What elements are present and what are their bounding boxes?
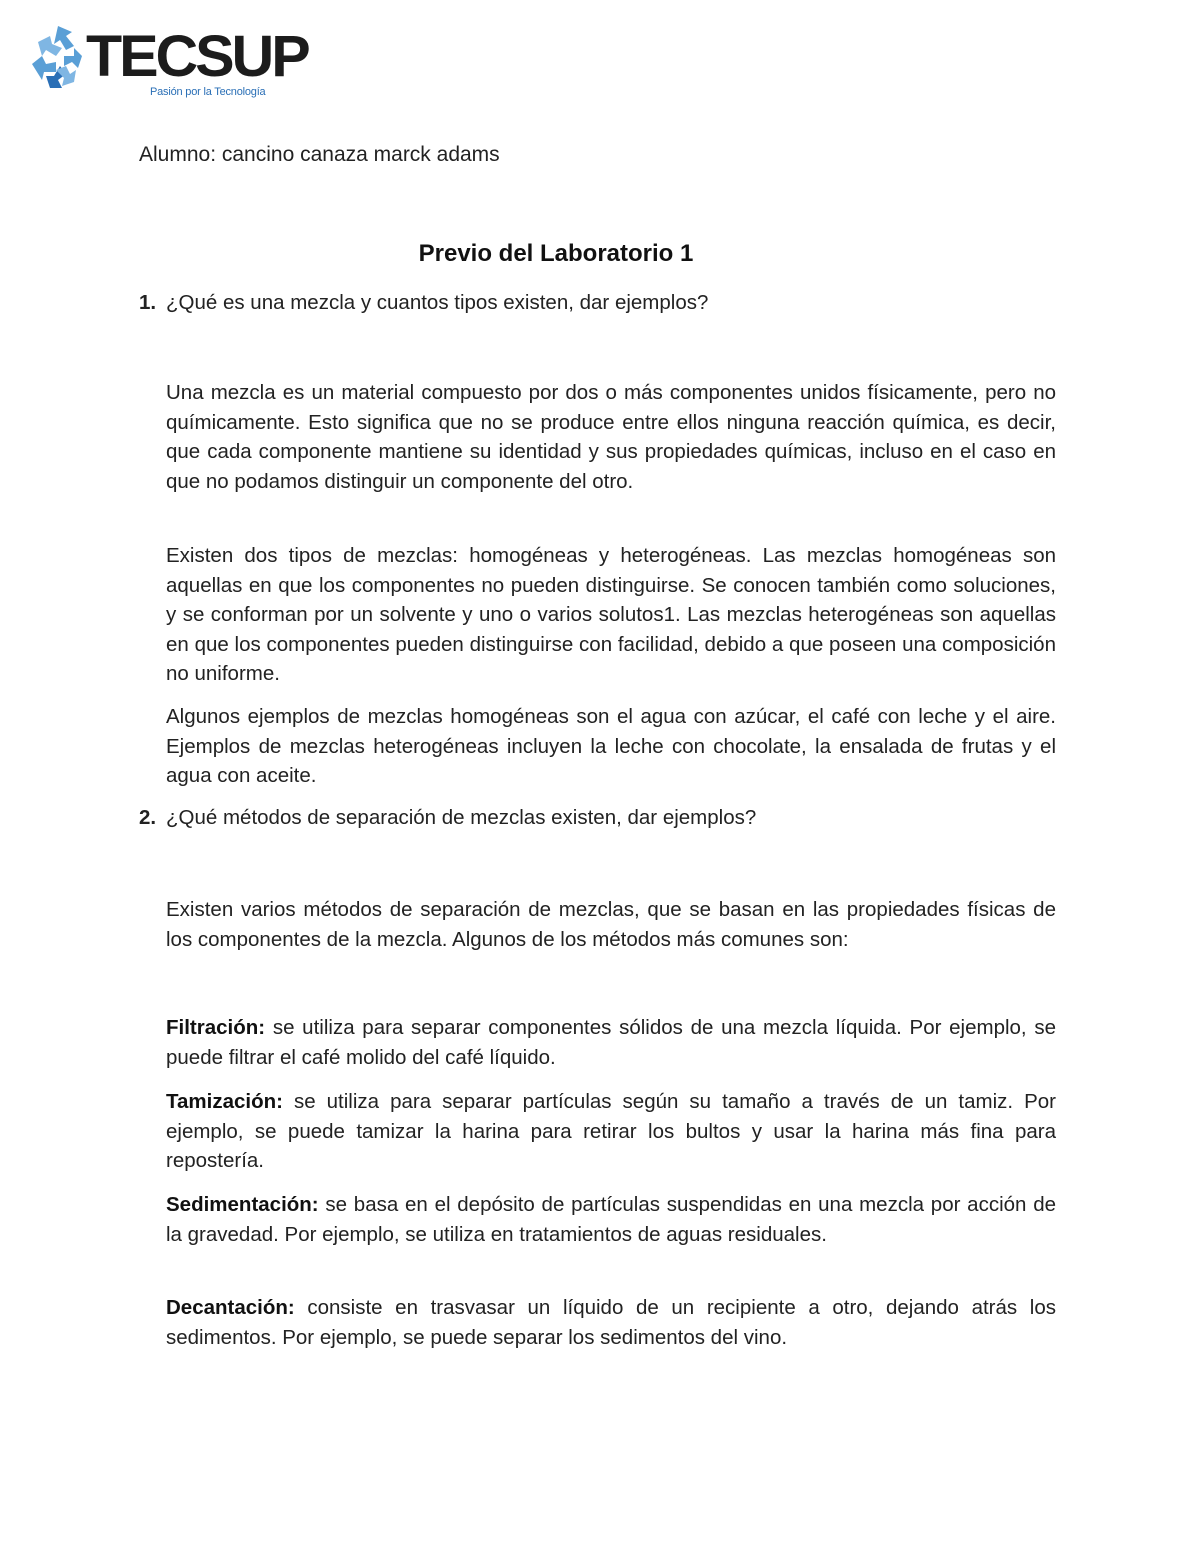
student-name: Alumno: cancino canaza marck adams <box>139 143 500 166</box>
method-term: Filtración: <box>166 1016 266 1039</box>
method-term: Tamización: <box>166 1090 283 1113</box>
method-text: consiste en trasvasar un líquido de un recipiente a otro, dejando atrás los sedimentos. Por ejemplo, se puede separar los sedimentos del vino. <box>166 1296 1056 1349</box>
question-text: ¿Qué es una mezcla y cuantos tipos existen, dar ejemplos? <box>166 291 709 314</box>
question-2 <box>139 806 756 830</box>
logo-tagline: Pasión por la Tecnología <box>150 86 266 98</box>
method-text: se basa en el depósito de partículas suspendidas en una mezcla por acción de la gravedad. Por ejemplo, se utiliza en tratamientos de aguas residuales. <box>166 1193 1056 1246</box>
question-text: ¿Qué métodos de separación de mezclas existen, dar ejemplos? <box>166 806 757 829</box>
logo-wordmark: TECSUP <box>86 24 308 89</box>
method-item <box>166 1190 1056 1249</box>
method-text: se utiliza para separar componentes sólidos de una mezcla líquida. Por ejemplo, se puede filtrar el café molido del café líquido. <box>166 1016 1056 1069</box>
question-number: 1. <box>139 291 157 314</box>
logo-swirl-icon <box>28 22 92 96</box>
method-text: se utiliza para separar partículas según su tamaño a través de un tamiz. Por ejemplo, se puede tamizar la harina para retirar los bultos y usar la harina más fina para repostería. <box>166 1090 1056 1173</box>
answer-intro: Existen varios métodos de separación de mezclas, que se basan en las propiedades físicas de los componentes de la mezcla. Algunos de los métodos más comunes son: <box>166 898 1056 951</box>
tecsup-logo <box>28 22 308 106</box>
question-number: 2. <box>139 806 157 829</box>
method-item <box>166 1293 1056 1352</box>
answer-paragraph: Una mezcla es un material compuesto por dos o más componentes unidos físicamente, pero no químicamente. Esto significa que no se produce entre ellos ninguna reacción química, es decir, que cada componente mantiene su identidad y sus propiedades químicas, incluso en el caso en que no podamos distinguir un componente del otro. <box>166 381 1056 493</box>
answer-paragraph: Existen dos tipos de mezclas: homogéneas y heterogéneas. Las mezclas homogéneas son aquellas en que los componentes no pueden distinguirse. Se conocen también como soluciones, y se conforman por un solvente y uno o varios solutos1. Las mezclas heterogéneas son aquellas en que los componentes pueden distinguirse con facilidad, debido a que poseen una composición no uniforme. <box>166 544 1056 686</box>
answer-paragraph: Algunos ejemplos de mezclas homogéneas son el agua con azúcar, el café con leche y el aire. Ejemplos de mezclas heterogéneas incluyen la leche con chocolate, la ensalada de frutas y el agua con aceite. <box>166 705 1056 788</box>
question-1 <box>139 291 708 315</box>
method-item <box>166 1087 1056 1176</box>
page-title: Previo del Laboratorio 1 <box>418 240 694 267</box>
method-item <box>166 1013 1056 1072</box>
method-term: Sedimentación: <box>166 1193 319 1216</box>
method-term: Decantación: <box>166 1296 295 1319</box>
